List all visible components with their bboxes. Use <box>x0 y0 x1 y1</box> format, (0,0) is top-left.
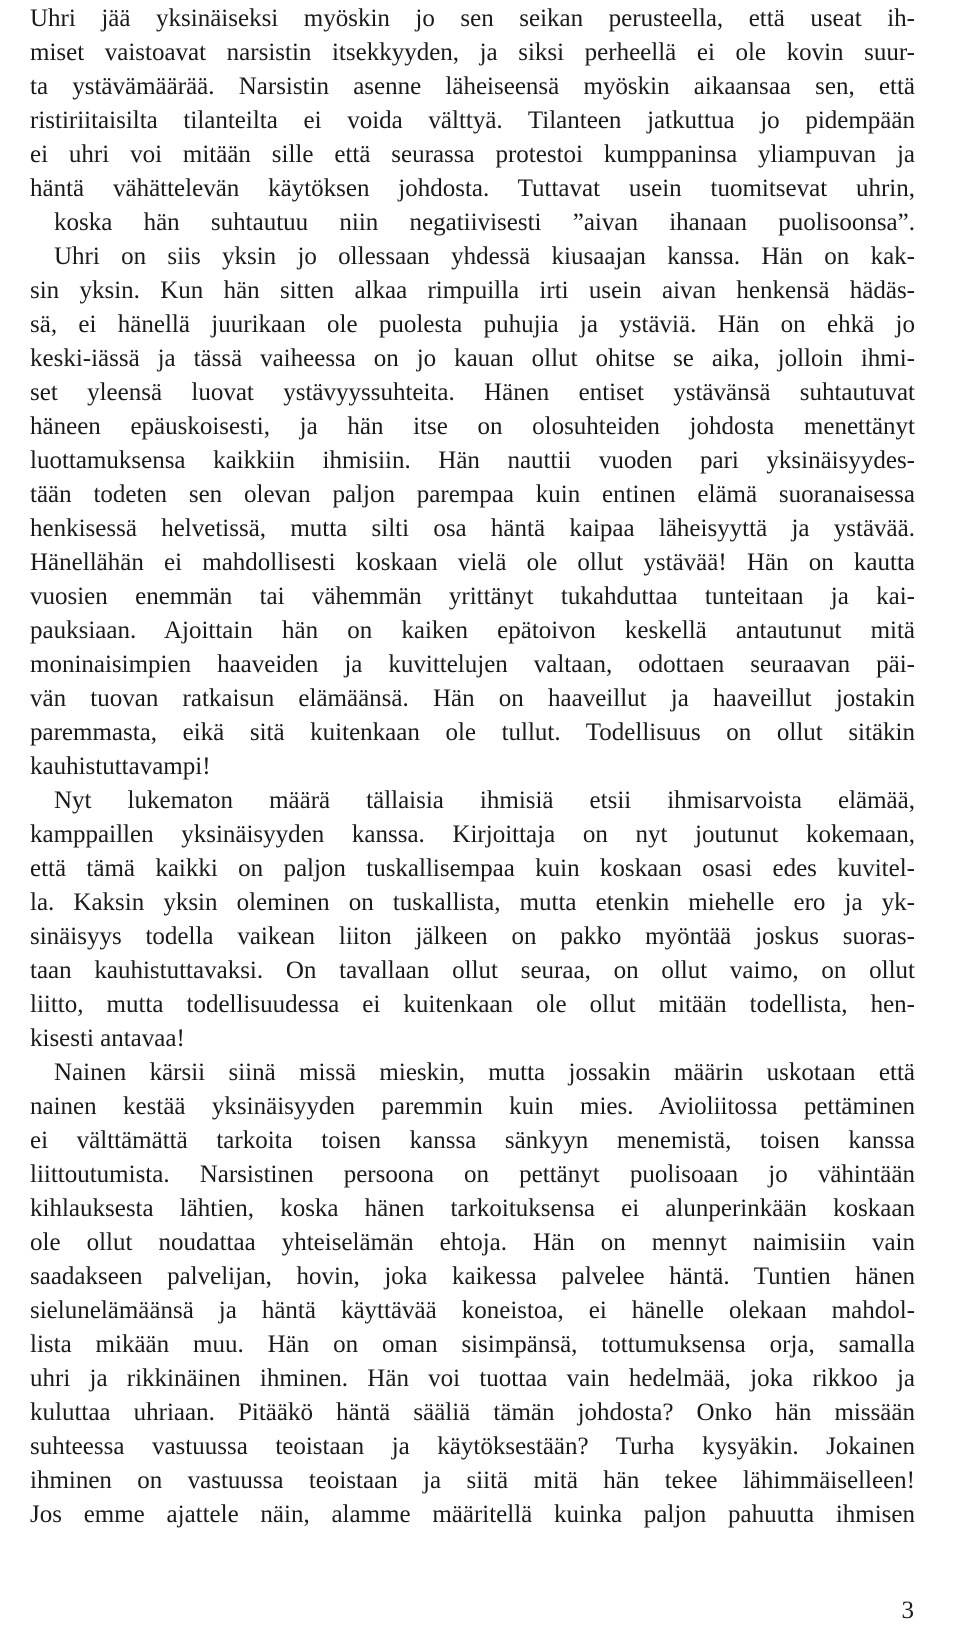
text-line: set yleensä luovat ystävyyssuhteita. Hänen entiset ystävänsä suhtautuvat <box>30 379 915 406</box>
text-line: Hänellähän ei mahdollisesti koskaan vielä ole ollut ystävää! Hän on kautta <box>30 549 915 576</box>
text-line: ole ollut noudattaa yhteiselämän ehtoja. Hän on mennyt naimisiin vain <box>30 1229 915 1256</box>
text-line: keski-iässä ja tässä vaiheessa on jo kauan ollut ohitse se aika, jolloin ihmi- <box>30 345 915 372</box>
text-line: sielunelämäänsä ja häntä käyttävää koneistoa, ei hänelle olekaan mahdol- <box>30 1297 915 1324</box>
text-line: la. Kaksin yksin oleminen on tuskallista, mutta etenkin miehelle ero ja yk- <box>30 889 915 916</box>
text-line: taan kauhistuttavaksi. On tavallaan ollut seuraa, on ollut vaimo, on ollut <box>30 957 915 984</box>
text-line: suhteessa vastuussa teoistaan ja käytöksestään? Turha kysyäkin. Jokainen <box>30 1433 915 1460</box>
text-line: häntä vähättelevän käytöksen johdosta. Tuttavat usein tuomitsevat uhrin, <box>30 175 915 202</box>
text-line: sinäisyys todella vaikean liiton jälkeen on pakko myöntää joskus suoras- <box>30 923 915 950</box>
text-line: saadakseen palvelijan, hovin, joka kaikessa palvelee häntä. Tuntien hänen <box>30 1263 915 1290</box>
text-line: sä, ei hänellä juurikaan ole puolesta puhujia ja ystäviä. Hän on ehkä jo <box>30 311 915 338</box>
text-line: kamppaillen yksinäisyyden kanssa. Kirjoittaja on nyt joutunut kokemaan, <box>30 821 915 848</box>
text-line: ei uhri voi mitään sille että seurassa protestoi kumppaninsa yliampuvan ja <box>30 141 915 168</box>
text-line: liittoutumista. Narsistinen persoona on pettänyt puolisoaan jo vähintään <box>30 1161 915 1188</box>
text-line: kihlauksesta lähtien, koska hänen tarkoituksensa ei alunperinkään koskaan <box>30 1195 915 1222</box>
text-line: vuosien enemmän tai vähemmän yrittänyt tukahduttaa tunteitaan ja kai- <box>30 583 915 610</box>
text-line: Nainen kärsii siinä missä mieskin, mutta jossakin määrin uskotaan että <box>54 1059 915 1086</box>
text-line: moninaisimpien haaveiden ja kuvittelujen valtaan, odottaen seuraavan päi- <box>30 651 915 678</box>
paragraph-2 <box>30 784 915 1056</box>
document-body <box>30 2 915 1532</box>
text-line: ristiriitaisilta tilanteilta ei voida välttyä. Tilanteen jatkuttua jo pidempään <box>30 107 915 134</box>
text-line: ei välttämättä tarkoita toisen kanssa sänkyyn menemistä, toisen kanssa <box>30 1127 915 1154</box>
text-line: Jos emme ajattele näin, alamme määritellä kuinka paljon pahuutta ihmisen <box>30 1501 915 1528</box>
text-line: paremmasta, eikä sitä kuitenkaan ole tullut. Todellisuus on ollut sitäkin <box>30 719 915 746</box>
text-line: sin yksin. Kun hän sitten alkaa rimpuilla irti usein aivan henkensä hädäs- <box>30 277 915 304</box>
text-line: tään todeten sen olevan paljon parempaa kuin entinen elämä suoranaisessa <box>30 481 915 508</box>
text-line: häneen epäuskoisesti, ja hän itse on olosuhteiden johdosta menettänyt <box>30 413 915 440</box>
text-line: että tämä kaikki on paljon tuskallisempaa kuin koskaan osasi edes kuvitel- <box>30 855 915 882</box>
text-line: nainen kestää yksinäisyyden paremmin kuin mies. Avioliitossa pettäminen <box>30 1093 915 1120</box>
text-line: kauhistuttavampi! <box>30 753 211 780</box>
paragraph-1 <box>30 2 915 784</box>
text-line: kisesti antavaa! <box>30 1025 185 1052</box>
text-line: pauksiaan. Ajoittain hän on kaiken epätoivon keskellä antautunut mitä <box>30 617 915 644</box>
text-line: ihminen on vastuussa teoistaan ja siitä mitä hän tekee lähimmäiselleen! <box>30 1467 915 1494</box>
text-line: koska hän suhtautuu niin negatiivisesti ”aivan ihanaan puolisoonsa”. <box>54 209 915 236</box>
text-line: henkisessä helvetissä, mutta silti osa häntä kaipaa läheisyyttä ja ystävää. <box>30 515 915 542</box>
text-line: Nyt lukematon määrä tällaisia ihmisiä etsii ihmisarvoista elämää, <box>54 787 915 814</box>
page-number: 3 <box>901 1597 914 1624</box>
text-line: lista mikään muu. Hän on oman sisimpänsä, tottumuksensa orja, samalla <box>30 1331 915 1358</box>
paragraph-3 <box>30 1056 915 1532</box>
text-line: ta ystävämäärää. Narsistin asenne läheiseensä myöskin aikaansaa sen, että <box>30 73 915 100</box>
text-line: liitto, mutta todellisuudessa ei kuitenkaan ole ollut mitään todellista, hen- <box>30 991 915 1018</box>
text-line: miset vaistoavat narsistin itsekkyyden, ja siksi perheellä ei ole kovin suur- <box>30 39 915 66</box>
text-line: kuluttaa uhriaan. Pitääkö häntä sääliä tämän johdosta? Onko hän missään <box>30 1399 915 1426</box>
text-line: luottamuksensa kaikkiin ihmisiin. Hän nauttii vuoden pari yksinäisyydes- <box>30 447 915 474</box>
text-line: uhri ja rikkinäinen ihminen. Hän voi tuottaa vain hedelmää, joka rikkoo ja <box>30 1365 915 1392</box>
text-line: Uhri on siis yksin jo ollessaan yhdessä kiusaajan kanssa. Hän on kak- <box>54 243 915 270</box>
text-line: Uhri jää yksinäiseksi myöskin jo sen seikan perusteella, että useat ih- <box>30 5 915 32</box>
text-line: vän tuovan ratkaisun elämäänsä. Hän on haaveillut ja haaveillut jostakin <box>30 685 915 712</box>
